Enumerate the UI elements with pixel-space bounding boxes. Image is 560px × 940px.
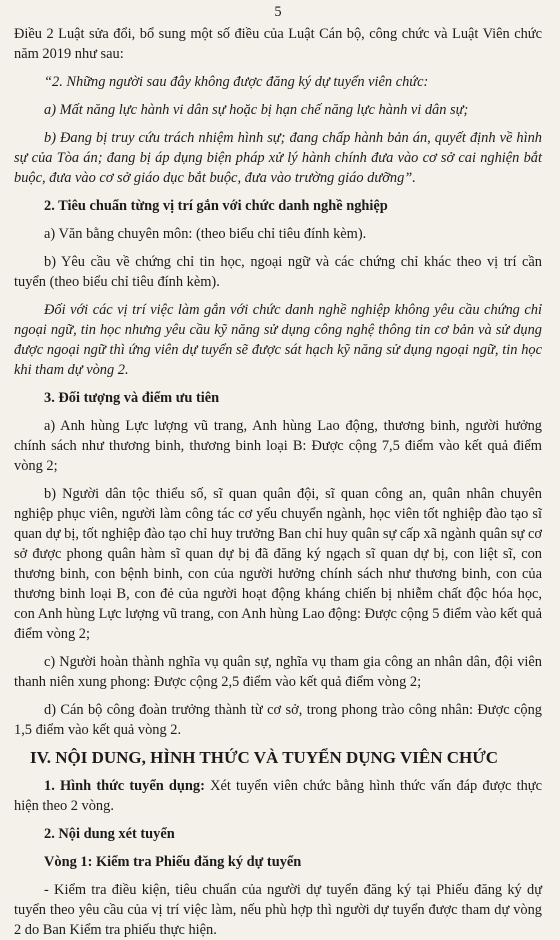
section-4-p1-text: Xét tuyển viên chức bằng hình thức vấn đáp được thực hiện theo 2 vòng. [14,778,542,814]
section-3-item-b: b) Người dân tộc thiểu số, sĩ quan quân đội, sĩ quan công an, quân nhân chuyên nghiệp phục viên, người làm công tác cơ yếu chuyển ngành, học viên tốt nghiệp đào tạo sĩ quan dự bị, tốt nghiệp đào tạo chỉ huy trưởng Ban chỉ huy quân sự cấp xã ngành quân sự cơ sở được phong quân hàm sĩ quan dự bị đã đăng ký ngạch sĩ quan dự bị, con liệt sĩ, con thương binh, con bệnh binh, con của người hưởng chính sách như thương binh, con của thương binh loại B, con đẻ của người hoạt động kháng chiến bị nhiễm chất độc hóa học, con Anh hùng Lực lượng vũ trang, con Anh hùng Lao động: Được cộng 5 điểm vào kết quả điểm vòng 2; [14,486,542,642]
quote-item-a: a) Mất năng lực hành vi dân sự hoặc bị hạn chế năng lực hành vi dân sự; [44,102,469,118]
intro-paragraph: Điều 2 Luật sửa đổi, bổ sung một số điều của Luật Cán bộ, công chức và Luật Viên chức năm 2019 như sau: [14,26,542,62]
section-3-heading: 3. Đối tượng và điểm ưu tiên [44,390,220,406]
section-2-item-b: b) Yêu cầu về chứng chỉ tin học, ngoại ngữ và các chứng chỉ khác theo vị trí cần tuyển (theo biểu chỉ tiêu đính kèm). [14,254,542,290]
section-4-subheading-2: 2. Nội dung xét tuyển [44,826,175,842]
section-2-note: Đối với các vị trí việc làm gắn với chức danh nghề nghiệp không yêu cầu chứng chỉ ngoại ngữ, tin học nhưng yêu cầu kỹ năng sử dụng công nghệ thông tin cơ bản và sử dụng được ngoại ngữ thì ứng viên dự tuyển sẽ được sát hạch kỹ năng sử dụng ngoại ngữ, tin học khi tham dự vòng 2. [14,302,542,378]
quote-item-b: b) Đang bị truy cứu trách nhiệm hình sự; đang chấp hành bản án, quyết định về hình sự của Tòa án; đang bị áp dụng biện pháp xử lý hành chính đưa vào cơ sở cai nghiện bắt buộc, đưa vào cơ sở giáo dục bắt buộc, đưa vào trường giáo dưỡng”. [14,130,542,186]
section-3-item-c: c) Người hoàn thành nghĩa vụ quân sự, nghĩa vụ tham gia công an nhân dân, đội viên thanh niên xung phong: Được cộng 2,5 điểm vào kết quả điểm vòng 2; [14,654,542,690]
section-3-item-d: d) Cán bộ công đoàn trưởng thành từ cơ sở, trong phong trào công nhân: Được cộng 1,5 điểm vào kết quả vòng 2. [14,702,542,738]
section-2-item-a: a) Văn bằng chuyên môn: (theo biểu chỉ tiêu đính kèm). [44,226,367,242]
section-4-heading: IV. NỘI DUNG, HÌNH THỨC VÀ TUYỂN DỤNG VIÊN CHỨC [30,748,499,767]
section-3-item-a: a) Anh hùng Lực lượng vũ trang, Anh hùng Lao động, thương binh, người hưởng chính sách như thương binh, thương binh loại B: Được cộng 7,5 điểm vào kết quả điểm vòng 2; [14,418,542,474]
round-1-paragraph: - Kiểm tra điều kiện, tiêu chuẩn của người dự tuyển đăng ký tại Phiếu đăng ký dự tuyển theo yêu cầu của vị trí việc làm, nếu phù hợp thì người dự tuyển được tham dự vòng 2 do Ban Kiểm tra phiếu thực hiện. [14,882,542,938]
quote-lead: “2. Những người sau đây không được đăng ký dự tuyển viên chức: [44,74,429,90]
round-1-heading: Vòng 1: Kiểm tra Phiếu đăng ký dự tuyển [44,854,302,870]
section-4-paragraph-1 [14,776,542,816]
section-2-heading: 2. Tiêu chuẩn từng vị trí gắn với chức danh nghề nghiệp [44,198,388,214]
page-number: 5 [274,4,282,20]
section-4-p1-label: 1. Hình thức tuyển dụng: [44,778,205,794]
